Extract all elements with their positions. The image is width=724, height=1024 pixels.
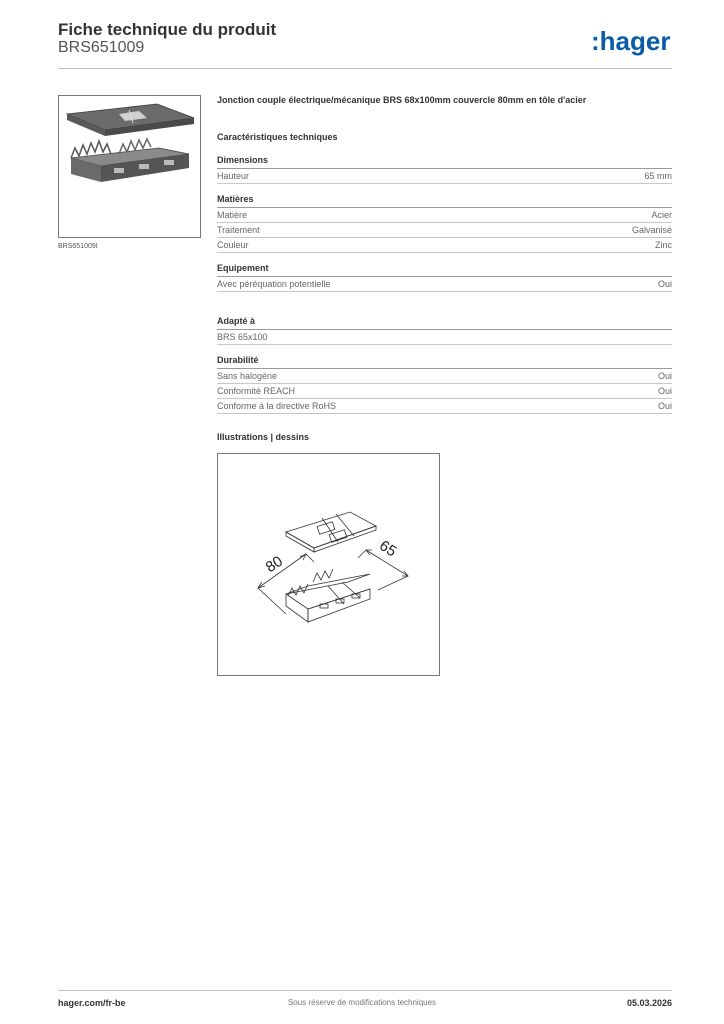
spec-label: Sans halogène [217,371,278,381]
spec-value: Zinc [654,240,672,250]
spec-value: Oui [657,279,672,289]
spec-label: Conforme à la directive RoHS [217,401,337,411]
page-title: Fiche technique du produit [58,20,277,39]
tech-characteristics-title: Caractéristiques techniques [217,132,338,142]
product-photo-image [59,96,200,237]
spec-label: Couleur [217,240,249,250]
group-title: Equipement [217,263,672,277]
header-divider [58,68,672,69]
group-title: Durabilité [217,355,672,369]
product-reference: BRS651009 [58,39,145,56]
illustrations-title: Illustrations | dessins [217,432,310,442]
spec-row [217,399,672,414]
spec-value: 65 mm [644,171,672,181]
logo-text: :hager [591,28,671,56]
spec-label: Traitement [217,225,260,235]
spec-row [217,277,672,292]
group-title: Dimensions [217,155,672,169]
spec-label: Matière [217,210,248,220]
footer-website-link[interactable]: hager.com/fr-be [58,998,126,1008]
photo-caption: BRS651009I [58,243,98,250]
spec-row [217,330,672,345]
spec-value: Galvanisé [631,225,672,235]
group-title: Adapté à [217,316,672,330]
product-title: Jonction couple électrique/mécanique BRS 68x100mm couvercle 80mm en tôle d'acier [217,95,587,105]
group-equipement [217,263,672,292]
technical-drawing-image [218,454,439,675]
spec-value: Oui [657,371,672,381]
spec-row [217,238,672,253]
group-dimensions [217,155,672,184]
spec-label: Conformité REACH [217,386,296,396]
footer-disclaimer: Sous réserve de modifications techniques [287,998,437,1007]
spec-row [217,169,672,184]
footer-divider [58,990,672,991]
group-adapte [217,316,672,345]
spec-label: Hauteur [217,171,250,181]
footer-date: 05.03.2026 [626,998,672,1008]
group-title: Matières [217,194,672,208]
spec-value: Acier [651,210,672,220]
spec-row [217,369,672,384]
spec-value: Oui [657,386,672,396]
spec-row [217,384,672,399]
spacer [217,302,672,316]
specification-block [217,95,672,424]
spec-row [217,208,672,223]
spec-value: Oui [657,401,672,411]
hager-logo [591,28,675,58]
spec-row [217,223,672,238]
spec-label: BRS 65x100 [217,332,268,342]
technical-drawing [217,453,440,676]
group-durabilite [217,355,672,414]
group-matieres [217,194,672,253]
dimension-80-label: 80 [262,552,286,577]
dimension-65-label: 65 [376,537,400,561]
spec-label: Avec péréquation potentielle [217,279,331,289]
product-photo [58,95,201,238]
